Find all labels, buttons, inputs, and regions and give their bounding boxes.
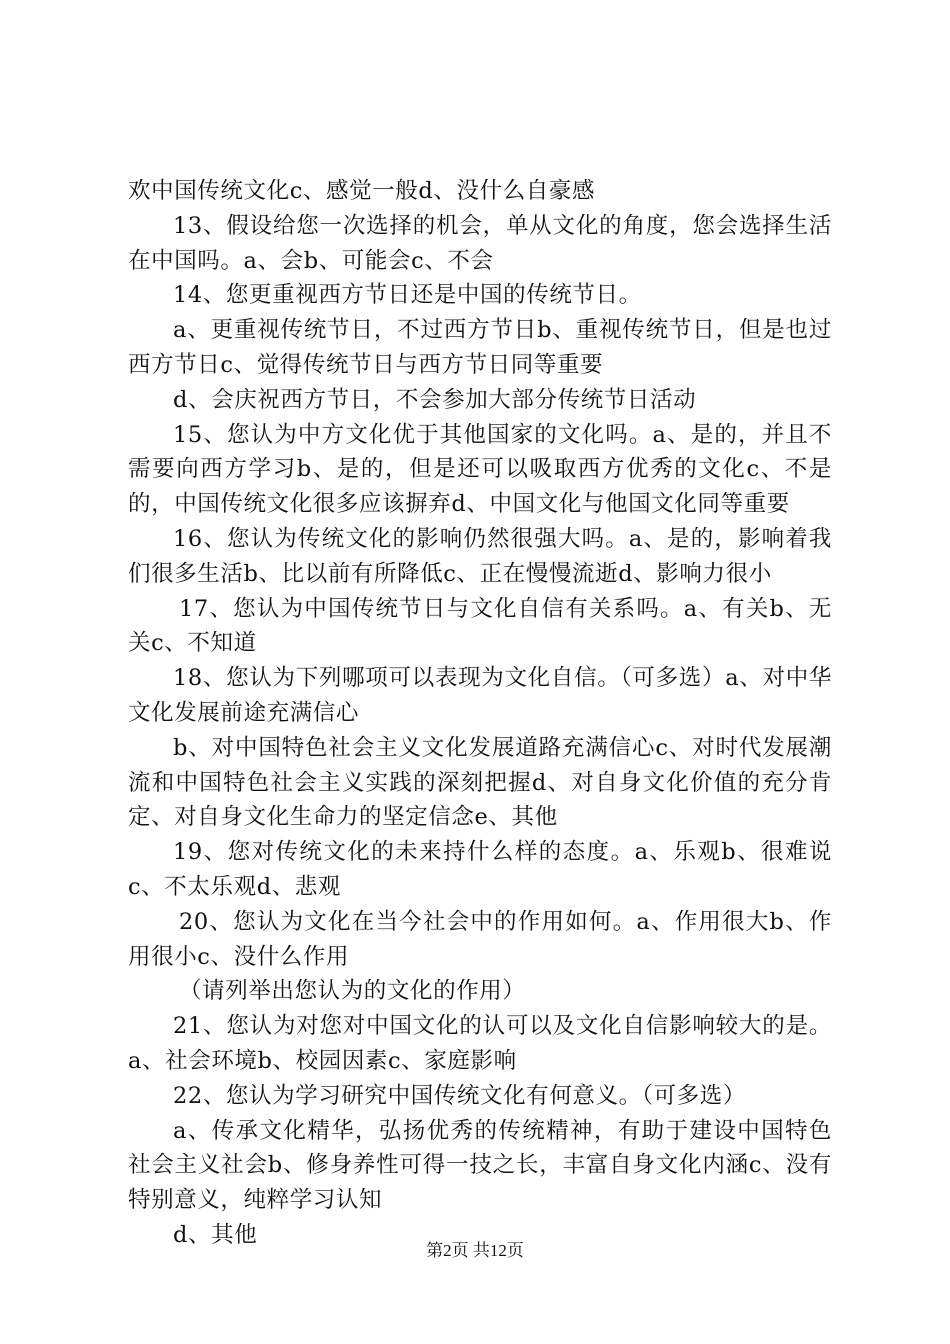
- question-17: 17、您认为中国传统节日与文化自信有关系吗。a、有关b、无关c、不知道: [128, 595, 832, 657]
- paragraph-continuation: 欢中国传统文化c、感觉一般d、没什么自豪感: [128, 178, 596, 204]
- question-14-option-d: d、会庆祝西方节日，不会参加大部分传统节日活动: [173, 386, 697, 413]
- question-18: 18、您认为下列哪项可以表现为文化自信。（可多选）a、对中华文化发展前途充满信心: [128, 665, 832, 726]
- question-16: 16、您认为传统文化的影响仍然很强大吗。a、是的，影响着我们很多生活b、比以前有所降低c、正在慢慢流逝d、影响力很小: [128, 525, 832, 587]
- question-22: 22、您认为学习研究中国传统文化有何意义。（可多选）: [173, 1082, 746, 1109]
- question-19: 19、您对传统文化的未来持什么样的态度。a、乐观b、很难说c、不太乐观d、悲观: [128, 839, 832, 900]
- question-21: 21、您认为对您对中国文化的认可以及文化自信影响较大的是。a、社会环境b、校园因素c、家庭影响: [128, 1013, 832, 1074]
- question-20: 20、您认为文化在当今社会中的作用如何。a、作用很大b、作用很小c、没什么作用: [128, 908, 832, 970]
- question-15: 15、您认为中方文化优于其他国家的文化吗。a、是的，并且不需要向西方学习b、是的，但是还可以吸取西方优秀的文化c、不是的，中国传统文化很多应该摒弃d、中国文化与他国文化同等重要: [128, 421, 832, 518]
- question-14: 14、您更重视西方节日还是中国的传统节日。: [173, 282, 642, 309]
- question-18-options-b-e: b、对中国特色社会主义文化发展道路充满信心c、对时代发展潮流和中国特色社会主义实践的深刻把握d、对自身文化价值的充分肯定、对自身文化生命力的坚定信念e、其他: [128, 734, 832, 831]
- question-14-options-a-c: a、更重视传统节日，不过西方节日b、重视传统节日，但是也过西方节日c、觉得传统节日与西方节日同等重要: [128, 317, 832, 378]
- question-22-option-d: d、其他: [173, 1221, 258, 1248]
- question-20-note: （请列举出您认为的文化的作用）: [179, 978, 526, 1005]
- page-footer: [0, 1240, 950, 1262]
- document-body: [128, 174, 832, 1253]
- question-13: 13、假设给您一次选择的机会，单从文化的角度，您会选择生活在中国吗。a、会b、可能会c、不会: [128, 212, 832, 274]
- page-number: 第2页 共12页: [426, 1241, 524, 1260]
- question-22-options-a-c: a、传承文化精华，弘扬优秀的传统精神，有助于建设中国特色社会主义社会b、修身养性可得一技之长，丰富自身文化内涵c、没有特别意义，纯粹学习认知: [128, 1117, 832, 1214]
